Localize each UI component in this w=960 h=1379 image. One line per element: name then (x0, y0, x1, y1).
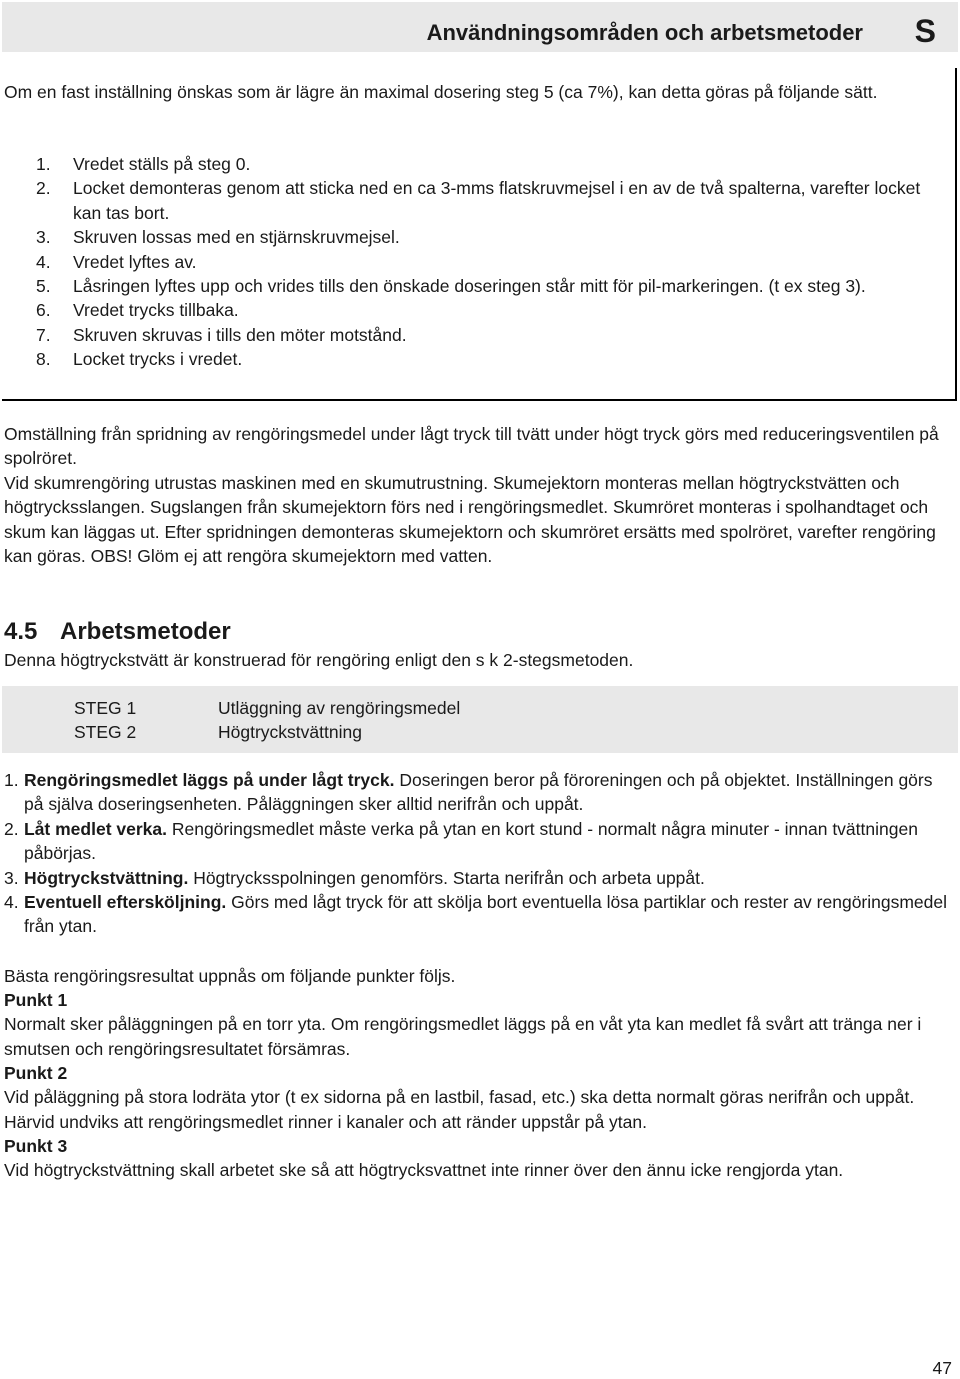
steg-label: STEG 1 (74, 698, 137, 718)
step-number: 3. (36, 227, 51, 248)
method-steps-list (4, 768, 950, 939)
steg-value: Högtryckstvättning (218, 722, 362, 742)
step-text: Rengöringsmedlet måste verka på ytan en kort stund - normalt några minuter - innan tvättningen påbörjas. (24, 818, 918, 864)
section-number: 4.5 (4, 618, 38, 645)
best-results-intro: Bästa rengöringsresultat uppnås om följande punkter följs. (4, 966, 456, 986)
step-text: Doseringen beror på föroreningen och på objektet. Inställningen görs på själva doseringsenheten. Påläggningen sker alltid nerifrån och uppåt. (24, 770, 933, 815)
list-item (4, 890, 950, 939)
step-number: 1. (36, 154, 51, 174)
point-text: Vid påläggning på stora lodräta ytor (t ex sidorna på en lastbil, fasad, etc.) ska detta normalt göras nerifrån och uppåt. Härvid undviks att rengöringsmedlet rinner i kanaler och att ränder uppstår på ytan. (4, 1087, 915, 1132)
step-number: 4. (36, 251, 51, 272)
step-text: Högtrycksspolningen genomförs. Starta nerifrån och arbeta uppåt. (188, 867, 705, 888)
list-item (36, 323, 936, 347)
step-number: 4. (4, 892, 19, 913)
step-number: 3. (4, 867, 19, 888)
step-number: 7. (36, 324, 51, 345)
step-heading: Rengöringsmedlet läggs på under lågt tryck. (24, 770, 395, 790)
step-text: Skruven lossas med en stjärnskruvmejsel. (73, 227, 400, 248)
skumrengoring-paragraph: Vid skumrengöring utrustas maskinen med en skumutrustning. Skumejektorn monteras mellan högtryckstvätten och högtrycksslangen. Sugslangen från skumejektorn förs ned i rengöringsmedlet. Skumröret monteras i spolhandtaget och skum kan läggas ut. Efter spridningen demonteras skumejektorn och skumröret ersätts med spolröret, varefter rengöring kan göras. OBS! Glöm ej att rengöra skumejektorn med vatten. (4, 473, 936, 567)
list-item (4, 817, 950, 866)
point-1 (4, 988, 952, 1061)
section-heading (4, 617, 231, 647)
list-item (36, 298, 936, 322)
step-text: Skruven skruvas i tills den möter motstånd. (73, 324, 407, 345)
list-item (36, 225, 936, 249)
step-text: Locket demonteras genom att sticka ned en ca 3-mms flatskruvmejsel i en av de två spalterna, varefter locket kan tas bort. (73, 178, 921, 223)
omstallning-paragraph: Omställning från spridning av rengöringsmedel under lågt tryck till tvätt under högt tryck görs med reduceringsventilen på spolröret. (4, 424, 939, 469)
point-text: Vid högtryckstvättning skall arbetet ske så att högtrycksvattnet inte rinner över den ännu icke rengjorda ytan. (4, 1160, 844, 1181)
step-number: 2. (36, 178, 51, 199)
page-number: 47 (932, 1358, 952, 1378)
list-item (36, 347, 936, 371)
point-3 (4, 1134, 952, 1183)
steg-label: STEG 2 (74, 722, 137, 742)
list-item (4, 768, 950, 817)
step-text: Vredet trycks tillbaka. (73, 300, 239, 321)
page-title: Användningsområden och arbetsmetoder (426, 20, 863, 45)
step-text: Görs med lågt tryck för att skölja bort eventuella lösa partiklar och rester av rengöringsmedel från ytan. (24, 892, 948, 937)
point-title: Punkt 3 (4, 1136, 68, 1156)
step-heading: Låt medlet verka. (24, 818, 167, 839)
adjustment-steps-list (36, 152, 936, 372)
step-number: 2. (4, 818, 19, 839)
header-bar (2, 2, 958, 52)
step-number: 8. (36, 349, 51, 370)
step-text: Locket trycks i vredet. (73, 349, 243, 370)
section-title: Arbetsmetoder (60, 618, 231, 645)
point-title: Punkt 2 (4, 1063, 68, 1083)
intro-paragraph: Om en fast inställning önskas som är lägre än maximal dosering steg 5 (ca 7%), kan detta göras på följande sätt. (4, 82, 878, 102)
step-number: 6. (36, 300, 51, 321)
step-text: Vredet lyftes av. (73, 251, 197, 272)
list-item (36, 152, 936, 176)
section-intro: Denna högtryckstvätt är konstruerad för rengöring enligt den s k 2-stegsmetoden. (4, 650, 634, 670)
step-text: Låsringen lyftes upp och vrides tills den önskade doseringen står mitt för pil-markeringen. (t ex steg 3). (73, 276, 866, 297)
steg-value: Utläggning av rengöringsmedel (218, 698, 461, 718)
step-number: 1. (4, 770, 19, 790)
step-heading: Högtryckstvättning. (24, 867, 189, 888)
step-heading: Eventuell eftersköljning. (24, 892, 227, 913)
list-item (36, 250, 936, 274)
step-text: Vredet ställs på steg 0. (73, 154, 251, 174)
list-item (36, 176, 936, 225)
point-title: Punkt 1 (4, 990, 68, 1010)
language-letter: S (914, 13, 936, 49)
point-2 (4, 1061, 952, 1134)
step-number: 5. (36, 276, 51, 297)
point-text: Normalt sker påläggningen på en torr yta. Om rengöringsmedlet läggs på en våt yta kan medlet få svårt att tränga ner i smutsen och rengöringsresultatet försämras. (4, 1014, 922, 1059)
list-item (36, 274, 936, 298)
list-item (4, 866, 950, 890)
